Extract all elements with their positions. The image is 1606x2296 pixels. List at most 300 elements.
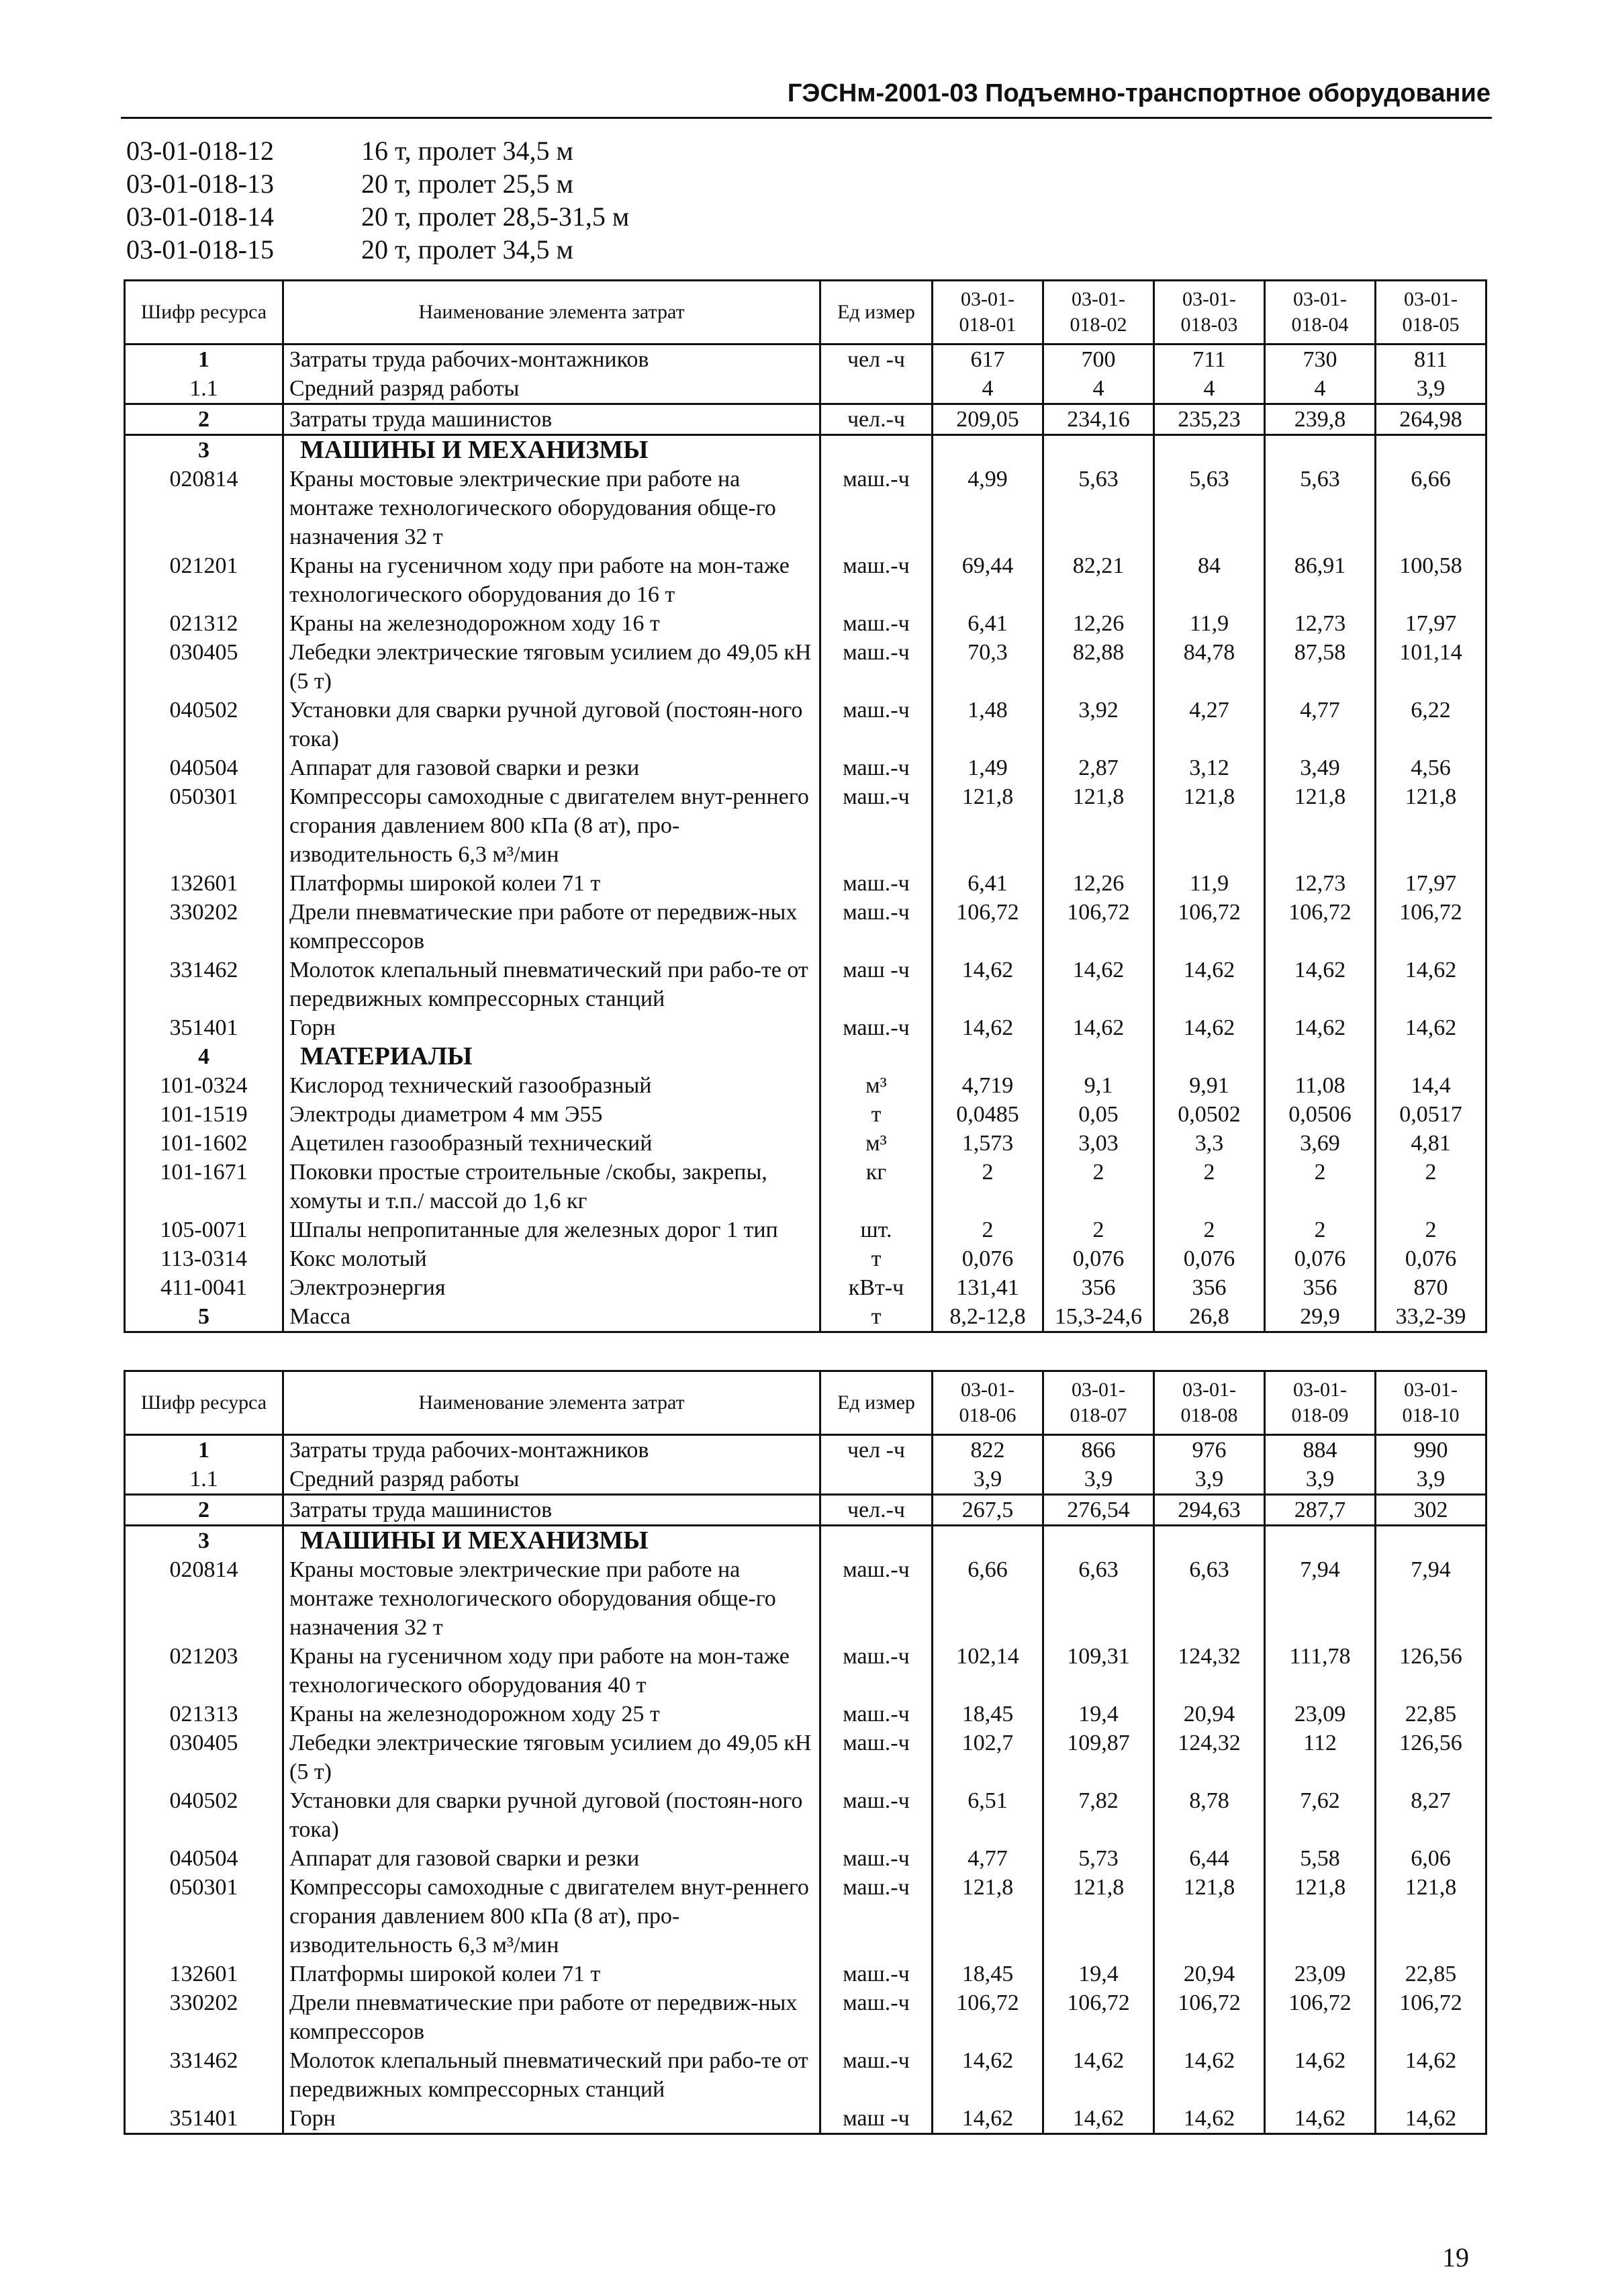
table-row (125, 1158, 1486, 1215)
row-name: Электроэнергия (283, 1273, 820, 1302)
row-value: 276,54 (1043, 1495, 1154, 1526)
row-name: Краны мостовые электрические при работе на монтаже технологического оборудования обще-го назначения 32 т (283, 465, 820, 551)
row-unit: маш -ч (820, 956, 933, 1013)
header-col: 03-01- 018-02 (1043, 281, 1154, 345)
row-unit: чел.-ч (820, 404, 933, 435)
row-name: Шпалы непропитанные для железных дорог 1 тип (283, 1215, 820, 1244)
table-row (125, 1302, 1486, 1332)
row-value: 106,72 (1043, 898, 1154, 956)
row-name: Краны на железнодорожном ходу 16 т (283, 609, 820, 638)
row-value: 0,05 (1043, 1100, 1154, 1129)
row-value: 6,63 (1154, 1555, 1265, 1642)
row-value: 29,9 (1265, 1302, 1376, 1332)
row-value: 2 (1376, 1215, 1486, 1244)
table-header-row (125, 1371, 1486, 1435)
row-value: 3,92 (1043, 696, 1154, 753)
row-name: Затраты труда машинистов (283, 404, 820, 435)
row-value: 356 (1154, 1273, 1265, 1302)
row-value: 3,69 (1265, 1129, 1376, 1158)
row-value: 14,62 (933, 2104, 1043, 2134)
row-name: МАШИНЫ И МЕХАНИЗМЫ (283, 1526, 820, 1556)
row-value: 1,573 (933, 1129, 1043, 1158)
row-value: 121,8 (1265, 782, 1376, 869)
code-description: 20 т, пролет 28,5-31,5 м (361, 201, 630, 232)
row-value: 356 (1265, 1273, 1376, 1302)
row-value: 106,72 (933, 1988, 1043, 2046)
row-value: 4 (1154, 374, 1265, 404)
row-value: 14,62 (1265, 1013, 1376, 1042)
row-value (933, 435, 1043, 465)
row-value: 7,94 (1265, 1555, 1376, 1642)
row-value: 14,62 (1043, 2046, 1154, 2104)
row-code: 4 (125, 1042, 283, 1071)
table-header-row (125, 281, 1486, 345)
row-code: 2 (125, 404, 283, 435)
row-value: 870 (1376, 1273, 1486, 1302)
row-unit (820, 435, 933, 465)
row-value: 26,8 (1154, 1302, 1265, 1332)
row-value: 14,62 (1265, 2046, 1376, 2104)
row-value: 14,62 (1154, 2046, 1265, 2104)
row-value: 121,8 (1043, 1873, 1154, 1960)
row-value: 14,62 (1376, 956, 1486, 1013)
row-code: 3 (125, 1526, 283, 1556)
row-value: 2 (1043, 1158, 1154, 1215)
row-name: Платформы широкой колеи 71 т (283, 1960, 820, 1988)
row-value: 11,08 (1265, 1071, 1376, 1100)
row-value: 19,4 (1043, 1960, 1154, 1988)
row-unit: маш.-ч (820, 1729, 933, 1786)
row-value (933, 1526, 1043, 1556)
row-value: 121,8 (1154, 782, 1265, 869)
row-value: 4,27 (1154, 696, 1265, 753)
row-value: 3,9 (1154, 1465, 1265, 1495)
row-code: 105-0071 (125, 1215, 283, 1244)
row-value: 23,09 (1265, 1960, 1376, 1988)
row-name: Масса (283, 1302, 820, 1332)
row-value: 18,45 (933, 1960, 1043, 1988)
row-code: 1.1 (125, 374, 283, 404)
code-description: 20 т, пролет 34,5 м (361, 234, 573, 265)
row-value: 11,9 (1154, 869, 1265, 898)
row-name: Горн (283, 2104, 820, 2134)
row-unit: шт. (820, 1215, 933, 1244)
row-value: 6,41 (933, 869, 1043, 898)
row-value: 84 (1154, 551, 1265, 609)
code-number: 03-01-018-15 (126, 234, 274, 265)
row-value: 126,56 (1376, 1642, 1486, 1700)
header-col: 03-01- 018-10 (1376, 1371, 1486, 1435)
row-unit: маш.-ч (820, 465, 933, 551)
row-value (1043, 1042, 1154, 1071)
row-value: 730 (1265, 345, 1376, 375)
row-value: 20,94 (1154, 1700, 1265, 1729)
row-value: 14,62 (1376, 2104, 1486, 2134)
row-value: 4,81 (1376, 1129, 1486, 1158)
row-value: 131,41 (933, 1273, 1043, 1302)
row-unit: м³ (820, 1071, 933, 1100)
row-unit: маш.-ч (820, 696, 933, 753)
row-value: 3,3 (1154, 1129, 1265, 1158)
table-body (125, 345, 1486, 1332)
row-value: 4,719 (933, 1071, 1043, 1100)
header-unit: Ед измер (820, 281, 933, 345)
row-name: Аппарат для газовой сварки и резки (283, 753, 820, 782)
header-col: 03-01- 018-05 (1376, 281, 1486, 345)
row-value: 101,14 (1376, 638, 1486, 696)
table-row (125, 345, 1486, 375)
row-value: 2 (1265, 1215, 1376, 1244)
header-code: Шифр ресурса (125, 281, 283, 345)
row-unit: маш.-ч (820, 638, 933, 696)
row-code: 040502 (125, 1786, 283, 1844)
table-row (125, 898, 1486, 956)
row-value: 356 (1043, 1273, 1154, 1302)
row-value: 8,27 (1376, 1786, 1486, 1844)
row-name: Средний разряд работы (283, 374, 820, 404)
row-value: 14,62 (933, 2046, 1043, 2104)
row-value (1043, 435, 1154, 465)
row-code: 050301 (125, 1873, 283, 1960)
row-value: 18,45 (933, 1700, 1043, 1729)
row-value: 884 (1265, 1435, 1376, 1465)
table-row (125, 1700, 1486, 1729)
table-row (125, 551, 1486, 609)
row-value: 990 (1376, 1435, 1486, 1465)
row-value: 0,0485 (933, 1100, 1043, 1129)
row-value: 9,91 (1154, 1071, 1265, 1100)
header-col: 03-01- 018-03 (1154, 281, 1265, 345)
row-value: 822 (933, 1435, 1043, 1465)
row-value: 14,62 (933, 1013, 1043, 1042)
table-row (125, 609, 1486, 638)
row-value: 811 (1376, 345, 1486, 375)
row-value: 7,62 (1265, 1786, 1376, 1844)
row-name: Установки для сварки ручной дуговой (постоян-ного тока) (283, 696, 820, 753)
row-unit: т (820, 1302, 933, 1332)
row-value: 6,51 (933, 1786, 1043, 1844)
row-name: МАТЕРИАЛЫ (283, 1042, 820, 1071)
table-row (125, 2046, 1486, 2104)
table-row (125, 1244, 1486, 1273)
row-value: 6,63 (1043, 1555, 1154, 1642)
row-value: 14,62 (1376, 1013, 1486, 1042)
table-row (125, 1215, 1486, 1244)
table-body (125, 1435, 1486, 2134)
row-name: Аппарат для газовой сварки и резки (283, 1844, 820, 1873)
row-code: 1.1 (125, 1465, 283, 1495)
row-value: 4,77 (1265, 696, 1376, 753)
row-code: 113-0314 (125, 1244, 283, 1273)
row-value: 2 (933, 1215, 1043, 1244)
resource-table-2 (124, 1370, 1487, 2135)
code-number: 03-01-018-12 (126, 136, 274, 166)
row-value (933, 1042, 1043, 1071)
row-value: 121,8 (1265, 1873, 1376, 1960)
row-unit: чел -ч (820, 1435, 933, 1465)
row-value: 12,73 (1265, 869, 1376, 898)
table-row (125, 1465, 1486, 1495)
row-value: 109,87 (1043, 1729, 1154, 1786)
row-code: 021313 (125, 1700, 283, 1729)
row-value: 14,62 (933, 956, 1043, 1013)
header-name: Наименование элемента затрат (283, 281, 820, 345)
table-row (125, 1988, 1486, 2046)
row-value: 106,72 (1154, 1988, 1265, 2046)
row-value: 0,076 (933, 1244, 1043, 1273)
row-value: 8,78 (1154, 1786, 1265, 1844)
row-unit: маш -ч (820, 2104, 933, 2134)
table-row (125, 1960, 1486, 1988)
code-list-item (126, 233, 629, 266)
row-value: 14,62 (1265, 956, 1376, 1013)
row-value: 86,91 (1265, 551, 1376, 609)
row-value: 106,72 (1376, 898, 1486, 956)
table-row (125, 1071, 1486, 1100)
row-value: 111,78 (1265, 1642, 1376, 1700)
row-value (1376, 435, 1486, 465)
row-value: 0,076 (1265, 1244, 1376, 1273)
row-name: Ацетилен газообразный технический (283, 1129, 820, 1158)
row-code: 411-0041 (125, 1273, 283, 1302)
row-value: 2 (1043, 1215, 1154, 1244)
row-value: 121,8 (1154, 1873, 1265, 1960)
row-value: 294,63 (1154, 1495, 1265, 1526)
table-row (125, 1555, 1486, 1642)
row-value: 106,72 (933, 898, 1043, 956)
row-name: МАШИНЫ И МЕХАНИЗМЫ (283, 435, 820, 465)
row-value: 82,21 (1043, 551, 1154, 609)
row-unit: маш.-ч (820, 869, 933, 898)
row-name: Молоток клепальный пневматический при рабо-те от передвижных компрессорных станций (283, 2046, 820, 2104)
code-list-item (126, 167, 629, 200)
row-value: 3,49 (1265, 753, 1376, 782)
row-value: 6,41 (933, 609, 1043, 638)
row-unit (820, 1526, 933, 1556)
header-col: 03-01- 018-08 (1154, 1371, 1265, 1435)
row-value (1154, 1526, 1265, 1556)
table-row (125, 404, 1486, 435)
row-value: 14,62 (1154, 1013, 1265, 1042)
row-unit: маш.-ч (820, 753, 933, 782)
row-value: 5,63 (1265, 465, 1376, 551)
row-value: 100,58 (1376, 551, 1486, 609)
row-value: 8,2-12,8 (933, 1302, 1043, 1332)
row-value: 4,77 (933, 1844, 1043, 1873)
row-value (1154, 1042, 1265, 1071)
table-row (125, 956, 1486, 1013)
row-value: 4 (1265, 374, 1376, 404)
row-value: 14,62 (1376, 2046, 1486, 2104)
row-code: 021203 (125, 1642, 283, 1700)
row-value: 287,7 (1265, 1495, 1376, 1526)
row-unit: чел.-ч (820, 1495, 933, 1526)
row-value: 82,88 (1043, 638, 1154, 696)
table-row (125, 465, 1486, 551)
resource-table-1 (124, 279, 1487, 1333)
row-value: 0,076 (1043, 1244, 1154, 1273)
header-rule (121, 117, 1492, 119)
code-description: 20 т, пролет 25,5 м (361, 169, 573, 199)
row-code: 330202 (125, 1988, 283, 2046)
row-name: Компрессоры самоходные с двигателем внут-реннего сгорания давлением 800 кПа (8 ат), про-изводительность 6,3 м³/мин (283, 782, 820, 869)
row-value: 84,78 (1154, 638, 1265, 696)
row-value (1265, 1042, 1376, 1071)
table-row (125, 782, 1486, 869)
row-value: 0,0517 (1376, 1100, 1486, 1129)
row-value: 3,9 (1376, 374, 1486, 404)
header-col: 03-01- 018-07 (1043, 1371, 1154, 1435)
row-code: 351401 (125, 1013, 283, 1042)
row-value: 4,56 (1376, 753, 1486, 782)
row-code: 331462 (125, 2046, 283, 2104)
row-value: 17,97 (1376, 609, 1486, 638)
row-code: 030405 (125, 1729, 283, 1786)
row-value: 6,44 (1154, 1844, 1265, 1873)
row-unit: кг (820, 1158, 933, 1215)
row-name: Затраты труда рабочих-монтажников (283, 1435, 820, 1465)
table-row (125, 374, 1486, 404)
row-unit (820, 374, 933, 404)
row-unit: маш.-ч (820, 1642, 933, 1700)
row-value: 234,16 (1043, 404, 1154, 435)
row-code: 101-0324 (125, 1071, 283, 1100)
row-value: 14,62 (1043, 956, 1154, 1013)
row-unit: м³ (820, 1129, 933, 1158)
row-value: 4 (1043, 374, 1154, 404)
row-value: 3,9 (1376, 1465, 1486, 1495)
row-value: 126,56 (1376, 1729, 1486, 1786)
row-unit: маш.-ч (820, 1555, 933, 1642)
row-name: Лебедки электрические тяговым усилием до 49,05 кН (5 т) (283, 638, 820, 696)
row-value (1265, 1526, 1376, 1556)
table-row (125, 638, 1486, 696)
table-row (125, 1042, 1486, 1071)
row-code: 3 (125, 435, 283, 465)
row-code: 101-1602 (125, 1129, 283, 1158)
row-code: 132601 (125, 869, 283, 898)
row-value: 11,9 (1154, 609, 1265, 638)
row-value: 2 (1154, 1215, 1265, 1244)
row-code: 1 (125, 345, 283, 375)
row-value (1376, 1526, 1486, 1556)
row-value: 121,8 (1043, 782, 1154, 869)
row-value: 106,72 (1376, 1988, 1486, 2046)
row-name: Затраты труда рабочих-монтажников (283, 345, 820, 375)
row-value: 302 (1376, 1495, 1486, 1526)
row-value: 3,9 (1043, 1465, 1154, 1495)
row-value: 14,62 (1154, 2104, 1265, 2134)
row-value: 617 (933, 345, 1043, 375)
table-row (125, 1729, 1486, 1786)
row-name: Горн (283, 1013, 820, 1042)
row-value: 12,26 (1043, 869, 1154, 898)
row-value: 121,8 (1376, 1873, 1486, 1960)
row-name: Краны на гусеничном ходу при работе на мон-таже технологического оборудования до 16 т (283, 551, 820, 609)
row-value: 102,7 (933, 1729, 1043, 1786)
row-code: 040504 (125, 753, 283, 782)
row-value: 121,8 (933, 782, 1043, 869)
row-value: 2 (933, 1158, 1043, 1215)
header-name: Наименование элемента затрат (283, 1371, 820, 1435)
code-list-item (126, 134, 629, 167)
row-value: 70,3 (933, 638, 1043, 696)
row-code: 030405 (125, 638, 283, 696)
row-code: 132601 (125, 1960, 283, 1988)
table-row (125, 696, 1486, 753)
row-name: Затраты труда машинистов (283, 1495, 820, 1526)
row-code: 5 (125, 1302, 283, 1332)
row-unit: маш.-ч (820, 898, 933, 956)
row-code: 331462 (125, 956, 283, 1013)
row-value: 711 (1154, 345, 1265, 375)
row-value: 2 (1376, 1158, 1486, 1215)
row-value: 14,62 (1154, 956, 1265, 1013)
row-unit: кВт-ч (820, 1273, 933, 1302)
row-name: Электроды диаметром 4 мм Э55 (283, 1100, 820, 1129)
row-value: 976 (1154, 1435, 1265, 1465)
row-value: 4 (933, 374, 1043, 404)
row-code: 021201 (125, 551, 283, 609)
row-value: 0,076 (1376, 1244, 1486, 1273)
code-number: 03-01-018-13 (126, 169, 274, 199)
row-unit: маш.-ч (820, 609, 933, 638)
row-code: 040502 (125, 696, 283, 753)
table-row (125, 1844, 1486, 1873)
row-unit: т (820, 1244, 933, 1273)
row-value: 1,49 (933, 753, 1043, 782)
row-value: 5,63 (1154, 465, 1265, 551)
row-value: 12,26 (1043, 609, 1154, 638)
row-unit: маш.-ч (820, 1700, 933, 1729)
row-value: 106,72 (1154, 898, 1265, 956)
row-name: Компрессоры самоходные с двигателем внут-реннего сгорания давлением 800 кПа (8 ат), про-изводительность 6,3 м³/мин (283, 1873, 820, 1960)
row-value: 109,31 (1043, 1642, 1154, 1700)
table-row (125, 1786, 1486, 1844)
row-value: 6,22 (1376, 696, 1486, 753)
code-description: 16 т, пролет 34,5 м (361, 136, 573, 166)
row-value: 6,66 (1376, 465, 1486, 551)
row-unit: маш.-ч (820, 782, 933, 869)
row-value: 866 (1043, 1435, 1154, 1465)
row-value: 17,97 (1376, 869, 1486, 898)
table-row (125, 869, 1486, 898)
row-value: 239,8 (1265, 404, 1376, 435)
row-value (1154, 435, 1265, 465)
header-col: 03-01- 018-04 (1265, 281, 1376, 345)
row-value: 3,9 (1265, 1465, 1376, 1495)
row-value (1043, 1526, 1154, 1556)
row-name: Краны мостовые электрические при работе на монтаже технологического оборудования обще-го назначения 32 т (283, 1555, 820, 1642)
row-value: 121,8 (1376, 782, 1486, 869)
header-col: 03-01- 018-06 (933, 1371, 1043, 1435)
row-value: 23,09 (1265, 1700, 1376, 1729)
row-value: 6,06 (1376, 1844, 1486, 1873)
row-name: Краны на гусеничном ходу при работе на мон-таже технологического оборудования 40 т (283, 1642, 820, 1700)
row-unit: маш.-ч (820, 1988, 933, 2046)
header-col: 03-01- 018-09 (1265, 1371, 1376, 1435)
table-row (125, 1873, 1486, 1960)
row-value: 121,8 (933, 1873, 1043, 1960)
row-value (1265, 435, 1376, 465)
row-value: 15,3-24,6 (1043, 1302, 1154, 1332)
row-unit: маш.-ч (820, 551, 933, 609)
row-value: 2 (1154, 1158, 1265, 1215)
row-value: 102,14 (933, 1642, 1043, 1700)
code-list (126, 134, 629, 266)
row-name: Кислород технический газообразный (283, 1071, 820, 1100)
row-unit (820, 1465, 933, 1495)
